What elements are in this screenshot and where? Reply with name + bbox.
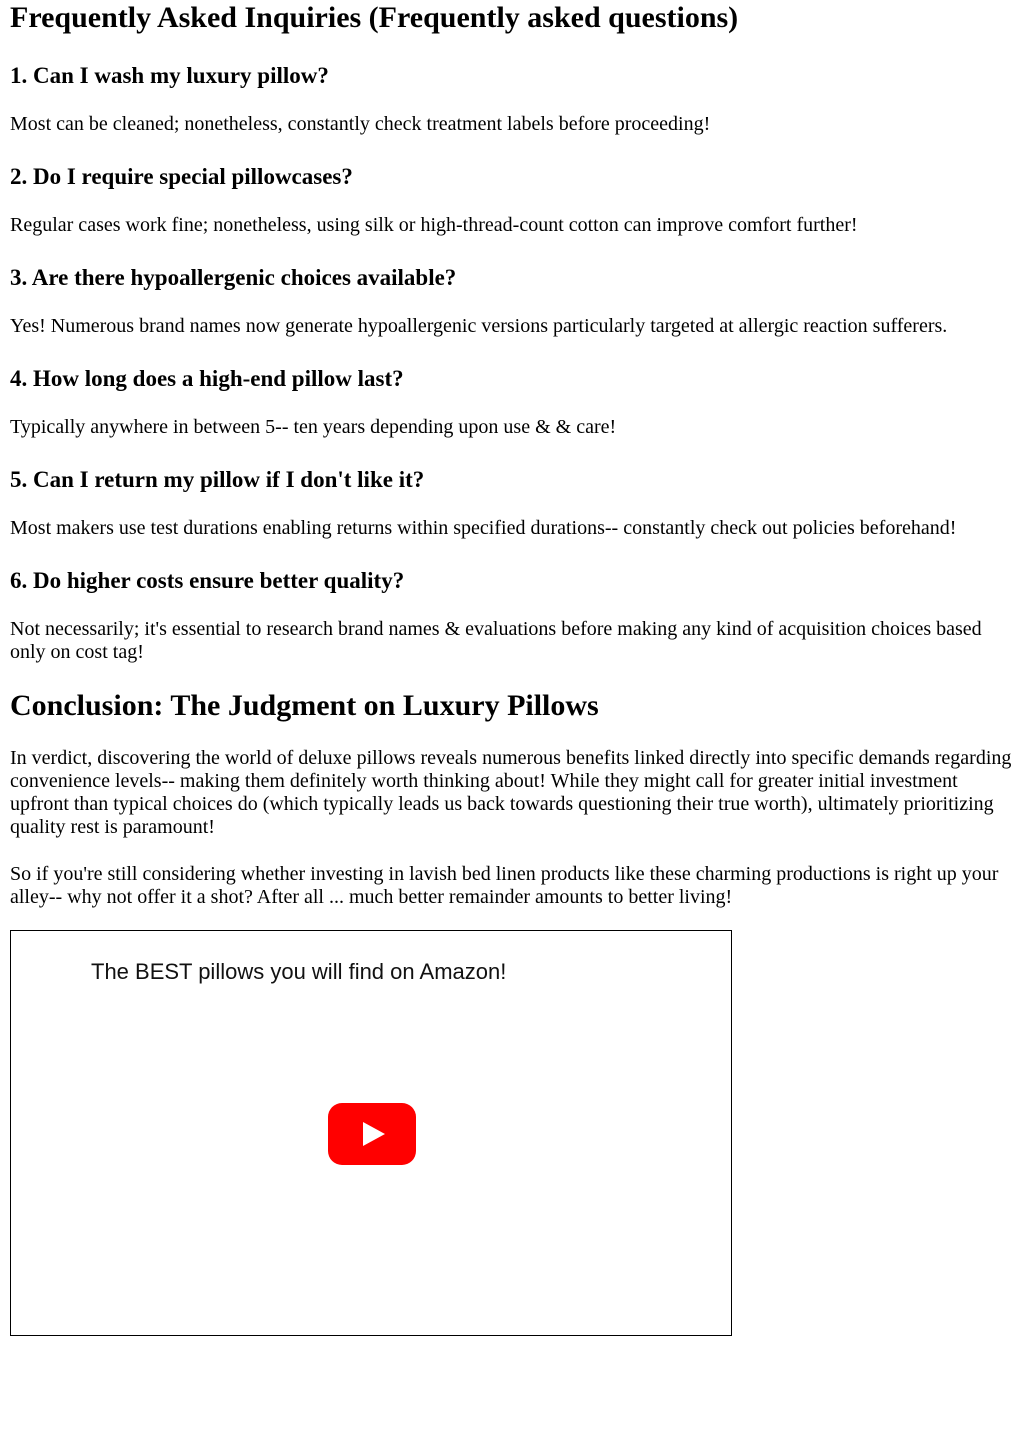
- faq-answer-1: Most can be cleaned; nonetheless, constantly check treatment labels before proceeding!: [10, 113, 711, 135]
- faq-answer-5: Most makers use test durations enabling returns within specified durations-- constantly check out policies beforehand!: [10, 517, 957, 539]
- youtube-play-icon[interactable]: [328, 1103, 416, 1165]
- video-embed[interactable]: [10, 930, 732, 1336]
- faq-answer-2: Regular cases work fine; nonetheless, using silk or high-thread-count cotton can improve comfort further!: [10, 214, 858, 236]
- faq-question-2: 2. Do I require special pillowcases?: [10, 164, 353, 189]
- faq-question-5: 5. Can I return my pillow if I don't like it?: [10, 467, 425, 492]
- faq-question-4: 4. How long does a high-end pillow last?: [10, 366, 404, 391]
- faq-answer-3: Yes! Numerous brand names now generate hypoallergenic versions particularly targeted at allergic reaction sufferers.: [10, 315, 948, 337]
- conclusion-paragraph-1: In verdict, discovering the world of deluxe pillows reveals numerous benefits linked directly into specific demands regarding convenience levels-- making them definitely worth thinking about! While they might call for greater initial investment upfront than typical choices do (which typically leads us back towards questioning their true worth), ultimately prioritizing quality rest is paramount!: [10, 747, 1012, 838]
- faq-title: Frequently Asked Inquiries (Frequently asked questions): [10, 1, 739, 34]
- faq-answer-6: Not necessarily; it's essential to research brand names & evaluations before making any kind of acquisition choices based only on cost tag!: [10, 618, 982, 663]
- faq-question-1: 1. Can I wash my luxury pillow?: [10, 63, 329, 88]
- play-triangle-icon: [328, 1103, 416, 1165]
- faq-answer-4: Typically anywhere in between 5-- ten years depending upon use & & care!: [10, 416, 617, 438]
- video-title[interactable]: The BEST pillows you will find on Amazon!: [91, 959, 507, 984]
- faq-question-3: 3. Are there hypoallergenic choices available?: [10, 265, 457, 290]
- conclusion-title: Conclusion: The Judgment on Luxury Pillows: [10, 689, 599, 722]
- conclusion-paragraph-2: So if you're still considering whether investing in lavish bed linen products like these charming productions is right up your alley-- why not offer it a shot? After all ... much better remainder amounts to better living!: [10, 863, 999, 908]
- faq-question-6: 6. Do higher costs ensure better quality?: [10, 568, 405, 593]
